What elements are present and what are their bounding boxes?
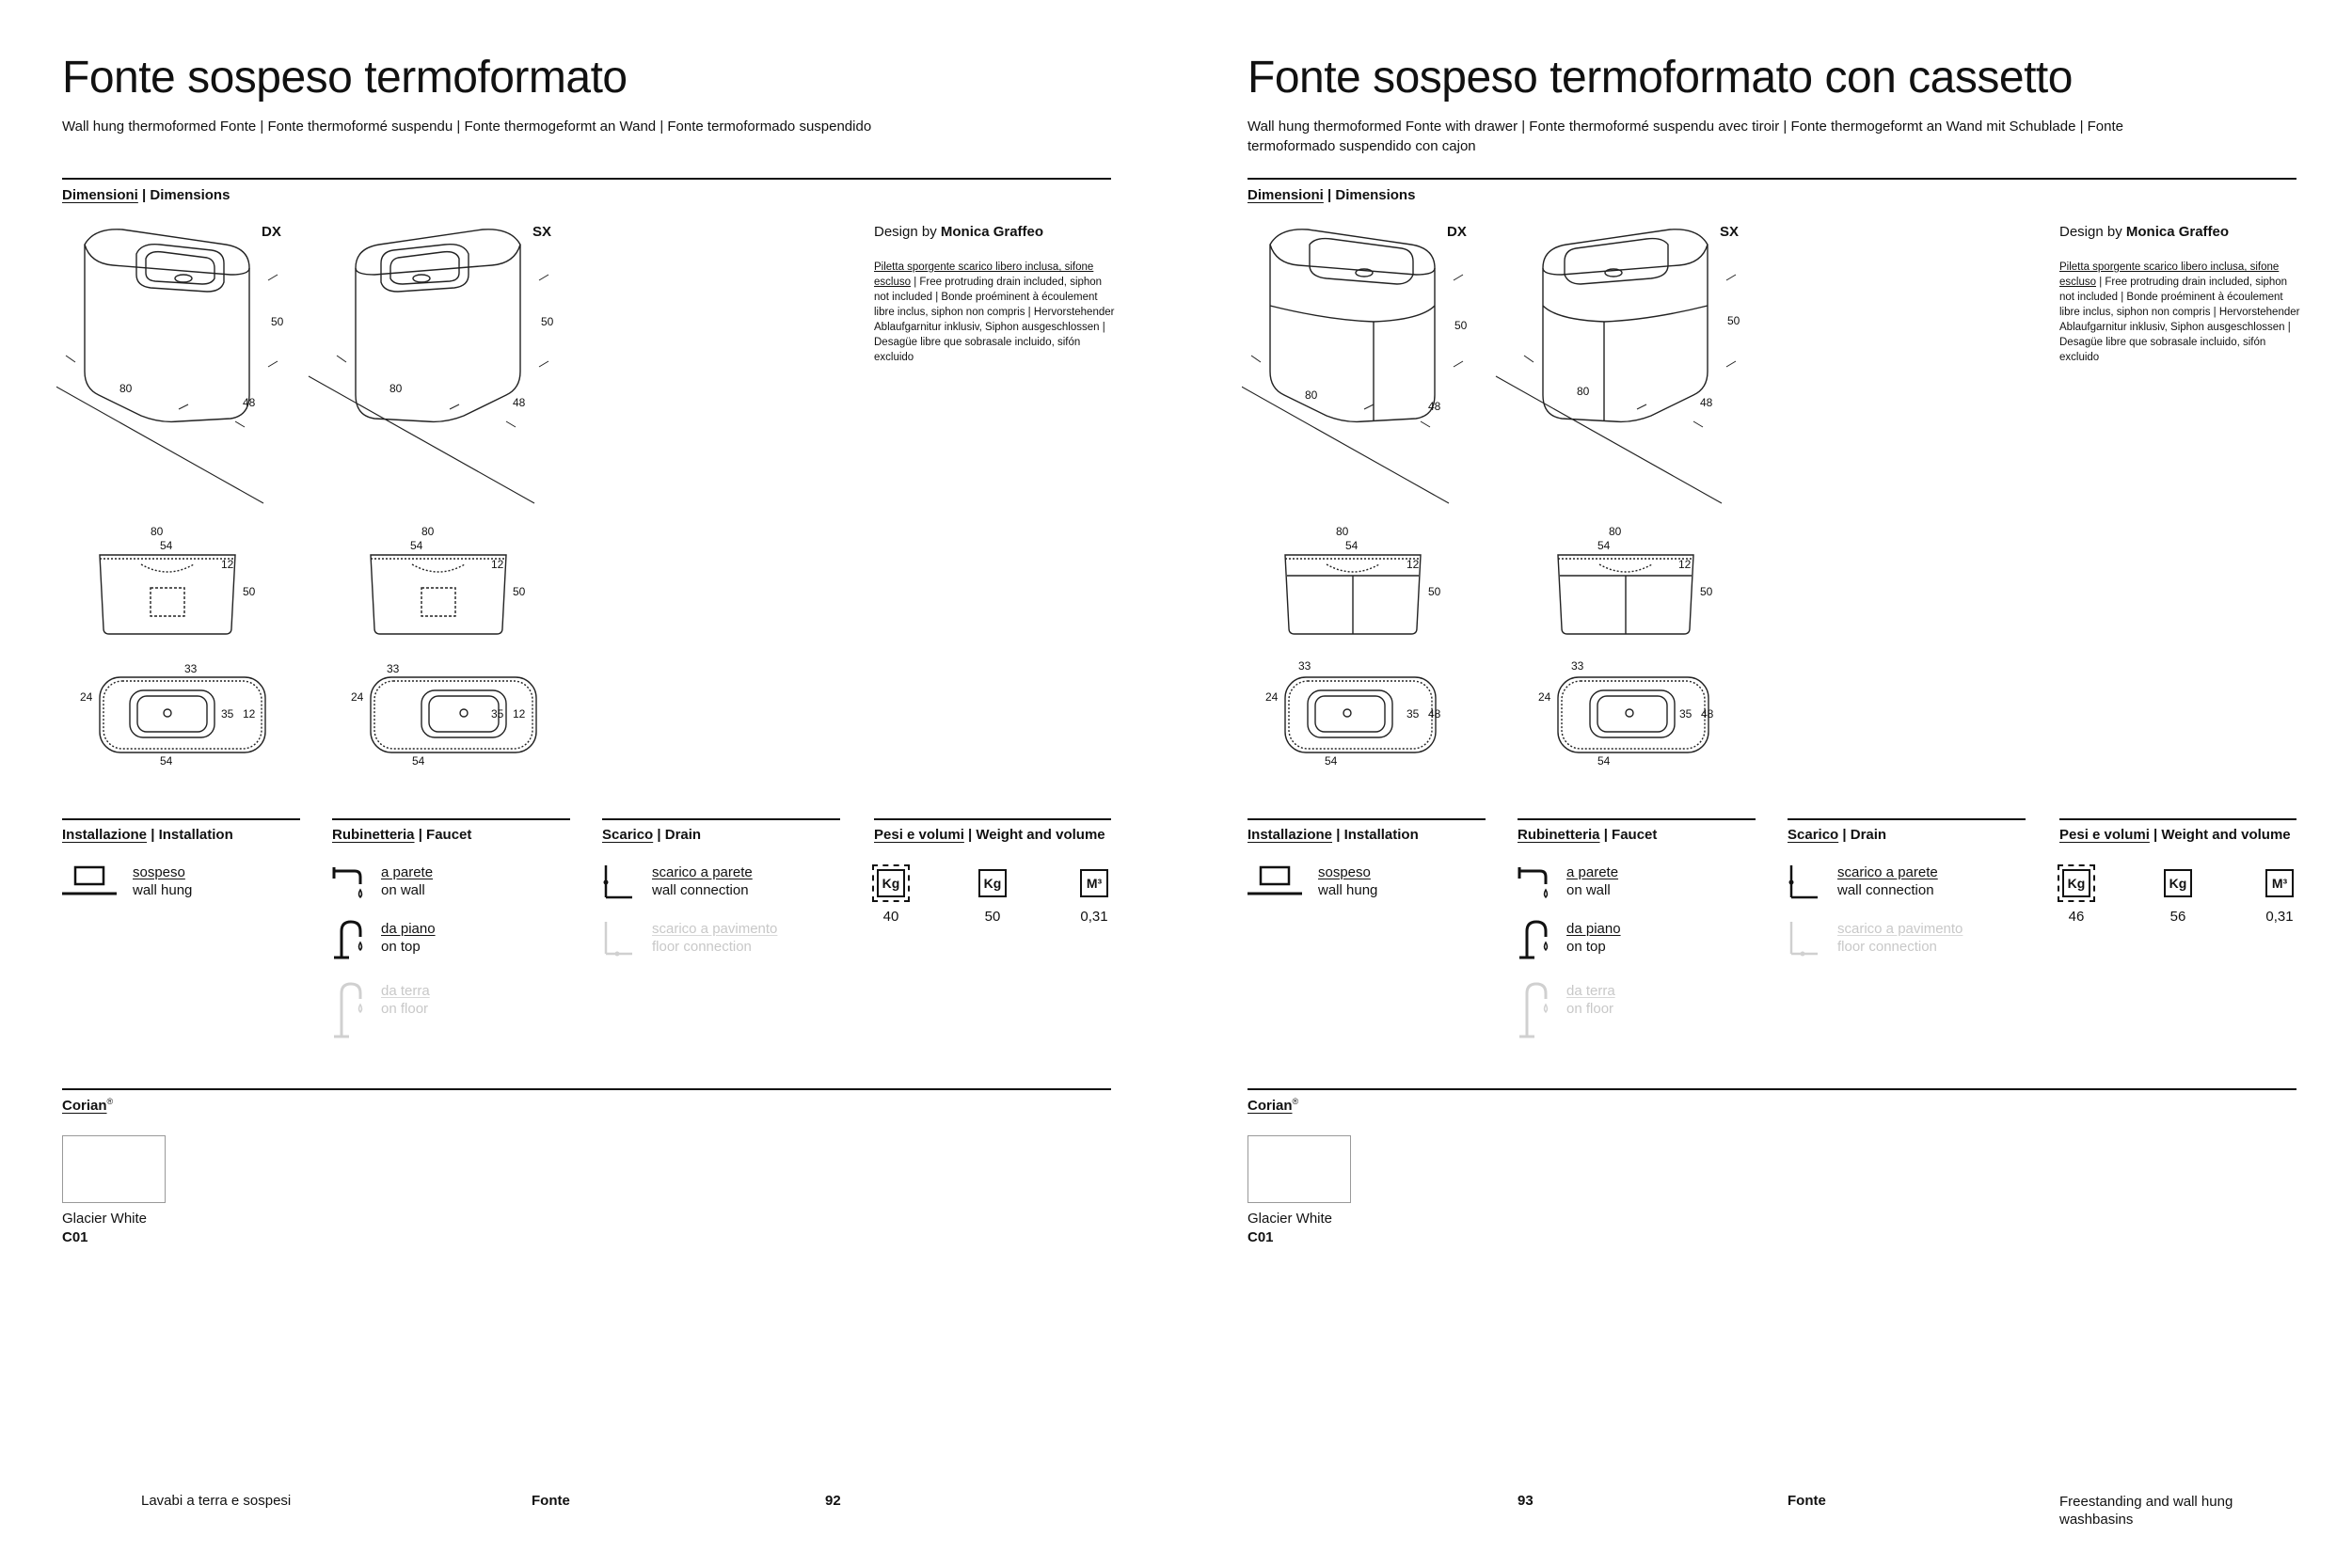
faucet-option-wall (381, 863, 433, 899)
color-name: Glacier White (1248, 1211, 1333, 1227)
drain-option-floor (1837, 920, 1963, 956)
faucet-opt1-en: on wall (1566, 882, 1611, 898)
front-view-dx (1285, 555, 1421, 634)
color-code: C01 (1248, 1229, 1274, 1245)
front-height-dx: 50 (243, 585, 256, 598)
weight-label-en: | Weight and volume (2153, 827, 2291, 843)
page-subtitle: Wall hung thermoformed Fonte | Fonte thermoformé suspendu | Fonte thermogeformt an Wand | Fonte termoformado suspendido (62, 119, 872, 135)
install-opt1-en: wall hung (1318, 882, 1378, 898)
color-name: Glacier White (62, 1211, 148, 1227)
drain-label-en: | Drain (657, 827, 702, 843)
drain-note (874, 260, 1119, 365)
installation-heading (62, 827, 233, 843)
iso-view-sx (1496, 230, 1736, 503)
corian-label: Corian (1248, 1098, 1293, 1114)
designer-name: Monica Graffeo (940, 224, 1044, 240)
divider (1788, 818, 2026, 820)
iso-view-sx (309, 230, 548, 503)
faucet-opt2-en: on top (381, 939, 421, 955)
floor-faucet-icon (332, 980, 370, 1038)
installation-label-en: | Installation (1336, 827, 1419, 843)
install-opt1-en: wall hung (133, 882, 193, 898)
faucet-label-it: Rubinetteria (1518, 827, 1600, 843)
top-d-dx: 12 (243, 707, 256, 721)
right-page (1185, 0, 2352, 1568)
faucet-option-top (381, 920, 436, 956)
top-c-dx: 35 (221, 707, 234, 721)
front-width-sx: 80 (421, 525, 435, 538)
faucet-opt2-it: da piano (1566, 921, 1621, 937)
floor-drain-icon (602, 920, 640, 958)
dim-height-sx: 50 (1727, 314, 1740, 327)
weight-label-en: | Weight and volume (968, 827, 1105, 843)
top-c-sx: 35 (1679, 707, 1692, 721)
color-code: C01 (62, 1229, 88, 1245)
page-number: 92 (825, 1493, 841, 1509)
front-inner-sx: 54 (1597, 539, 1611, 552)
top-e-dx: 54 (1325, 754, 1338, 768)
divider (874, 818, 1111, 820)
corian-reg: ® (1292, 1097, 1299, 1106)
front-view-dx (100, 555, 235, 634)
divider (62, 818, 300, 820)
drain-label-it: Scarico (602, 827, 654, 843)
drain-opt2-it: scarico a pavimento (1837, 921, 1963, 937)
net-weight-value: 46 (2068, 909, 2085, 925)
drain-opt1-it: scarico a parete (1837, 864, 1938, 880)
divider (1248, 178, 2296, 180)
drain-note-translations: | Free protruding drain included, siphon not included | Bonde proéminent à écoulement libre inclus, siphon non compris | Hervorstehender Ablaufgarnitur inklusiv, Siphon ausgeschlossen | Desagüe libre que sobrasale incluido, sifón excluido (874, 277, 1115, 363)
wall-hung-icon (62, 865, 119, 897)
drain-heading (1788, 827, 1886, 843)
installation-heading (1248, 827, 1419, 843)
color-swatch-glacier-white[interactable] (1248, 1135, 1351, 1203)
front-top-dx: 12 (221, 558, 234, 571)
dim-width-sx: 80 (389, 382, 403, 395)
dim-depth-dx: 48 (1428, 400, 1441, 413)
dimensions-heading (62, 187, 230, 203)
faucet-option-wall (1566, 863, 1618, 899)
corian-label: Corian (62, 1098, 107, 1114)
top-view-dx (100, 677, 265, 752)
divider (2059, 818, 2296, 820)
dim-height-dx: 50 (1454, 319, 1468, 332)
divider (1518, 818, 1756, 820)
wall-faucet-icon (332, 863, 370, 901)
top-c-sx: 35 (491, 707, 504, 721)
drain-note (2059, 260, 2304, 365)
floor-drain-icon (1788, 920, 1825, 958)
weight-heading (874, 827, 1105, 843)
dimensions-label-en: | Dimensions (1327, 187, 1416, 203)
dim-depth-dx: 48 (243, 396, 256, 409)
design-prefix: Design by (2059, 224, 2122, 240)
corian-heading (62, 1097, 113, 1114)
net-weight-icon: Kg (2062, 869, 2090, 897)
volume-value: 0,31 (1080, 909, 1108, 925)
technical-drawings (1242, 216, 1769, 781)
weight-heading (2059, 827, 2291, 843)
drain-opt2-en: floor connection (652, 939, 752, 955)
dim-height-sx: 50 (541, 315, 554, 328)
page-number: 93 (1518, 1493, 1534, 1509)
dimensions-label-it: Dimensioni (1248, 187, 1324, 203)
top-faucet-icon (332, 918, 370, 959)
dim-depth-sx: 48 (1700, 396, 1713, 409)
top-e-dx: 54 (160, 754, 173, 768)
front-height-sx: 50 (513, 585, 526, 598)
wall-hung-icon (1248, 865, 1304, 897)
install-option-wall-hung (1318, 863, 1377, 899)
corian-heading (1248, 1097, 1298, 1114)
faucet-opt1-en: on wall (381, 882, 425, 898)
sx-label: SX (1720, 224, 1740, 240)
front-inner-sx: 54 (410, 539, 423, 552)
divider (602, 818, 840, 820)
design-prefix: Design by (874, 224, 937, 240)
gross-weight-icon: Kg (2164, 869, 2192, 897)
footer-product: Fonte (1788, 1493, 1826, 1509)
iso-view-dx (56, 230, 278, 503)
wall-drain-icon (602, 863, 640, 901)
weight-label-it: Pesi e volumi (2059, 827, 2150, 843)
drain-note-translations: | Free protruding drain included, siphon not included | Bonde proéminent à écoulement libre inclus, siphon non compris | Hervorstehender Ablaufgarnitur inklusiv, Siphon ausgeschlossen | Desagüe libre que sobrasale incluido, sifón excluido (2059, 277, 2300, 363)
top-c-dx: 35 (1406, 707, 1420, 721)
faucet-opt1-it: a parete (1566, 864, 1619, 880)
front-inner-dx: 54 (160, 539, 173, 552)
wall-faucet-icon (1518, 863, 1555, 901)
floor-faucet-icon (1518, 980, 1555, 1038)
dimensions-label-en: | Dimensions (142, 187, 230, 203)
page-subtitle: Wall hung thermoformed Fonte with drawer | Fonte thermoformé suspendu avec tiroir | Fonte thermogeformt an Wand mit Schublade | Fonte termoformado suspendido con cajon (1248, 119, 2124, 154)
top-d-sx: 12 (513, 707, 526, 721)
dimensions-label-it: Dimensioni (62, 187, 138, 203)
faucet-opt2-en: on top (1566, 939, 1606, 955)
footer-section: Lavabi a terra e sospesi (141, 1493, 292, 1509)
drain-opt2-it: scarico a pavimento (652, 921, 778, 937)
install-opt1-it: sospeso (1318, 864, 1371, 880)
top-view-sx (371, 677, 536, 752)
installation-label-it: Installazione (62, 827, 148, 843)
front-height-dx: 50 (1428, 585, 1441, 598)
drain-option-wall (652, 863, 753, 899)
front-view-sx (1558, 555, 1693, 634)
front-width-sx: 80 (1609, 525, 1622, 538)
dim-height-dx: 50 (271, 315, 284, 328)
wall-drain-icon (1788, 863, 1825, 901)
top-a-dx: 33 (184, 662, 198, 675)
front-width-dx: 80 (1336, 525, 1349, 538)
front-top-sx: 12 (491, 558, 504, 571)
drain-label-en: | Drain (1842, 827, 1887, 843)
top-b-sx: 24 (1538, 690, 1551, 704)
page-title: Fonte sospeso termoformato (62, 53, 628, 103)
designer-credit (874, 224, 1043, 240)
footer-product: Fonte (532, 1493, 570, 1509)
dim-depth-sx: 48 (513, 396, 526, 409)
top-faucet-icon (1518, 918, 1555, 959)
dx-label: DX (262, 224, 281, 240)
dim-width-dx: 80 (1305, 388, 1318, 402)
faucet-opt3-en: on floor (381, 1001, 429, 1017)
installation-label-it: Installazione (1248, 827, 1333, 843)
divider (62, 178, 1111, 180)
weight-label-it: Pesi e volumi (874, 827, 964, 843)
top-b-sx: 24 (351, 690, 364, 704)
top-d-dx: 48 (1428, 707, 1441, 721)
installation-label-en: | Installation (151, 827, 233, 843)
front-width-dx: 80 (151, 525, 164, 538)
drain-note-it: Piletta sporgente scarico libero inclusa, sifone escluso (2059, 261, 2280, 288)
install-opt1-it: sospeso (133, 864, 185, 880)
faucet-heading (332, 827, 471, 843)
gross-weight-value: 50 (984, 909, 1001, 925)
net-weight-value: 40 (882, 909, 899, 925)
iso-view-dx (1242, 230, 1463, 503)
install-option-wall-hung (133, 863, 192, 899)
front-inner-dx: 54 (1345, 539, 1359, 552)
faucet-opt1-it: a parete (381, 864, 434, 880)
sx-label: SX (532, 224, 552, 240)
technical-drawings (56, 216, 583, 781)
faucet-option-floor (1566, 982, 1615, 1018)
divider (1248, 1088, 2296, 1090)
volume-value: 0,31 (2265, 909, 2294, 925)
faucet-label-it: Rubinetteria (332, 827, 415, 843)
top-e-sx: 54 (412, 754, 425, 768)
divider (62, 1088, 1111, 1090)
front-height-sx: 50 (1700, 585, 1713, 598)
drain-note-it: Piletta sporgente scarico libero inclusa, sifone escluso (874, 261, 1094, 288)
top-a-sx: 33 (1571, 659, 1584, 673)
front-view-sx (371, 555, 506, 634)
volume-icon: M³ (1080, 869, 1108, 897)
gross-weight-value: 56 (2169, 909, 2186, 925)
faucet-label-en: | Faucet (1603, 827, 1658, 843)
divider (332, 818, 570, 820)
faucet-opt3-it: da terra (381, 983, 430, 999)
net-weight-icon: Kg (877, 869, 905, 897)
front-top-sx: 12 (1678, 558, 1692, 571)
drain-option-wall (1837, 863, 1938, 899)
drain-heading (602, 827, 701, 843)
drain-label-it: Scarico (1788, 827, 1839, 843)
dim-width-sx: 80 (1577, 385, 1590, 398)
top-e-sx: 54 (1597, 754, 1611, 768)
top-b-dx: 24 (80, 690, 93, 704)
top-a-sx: 33 (387, 662, 400, 675)
divider (1248, 818, 1486, 820)
drain-opt1-en: wall connection (1837, 882, 1934, 898)
faucet-opt2-it: da piano (381, 921, 436, 937)
faucet-opt3-en: on floor (1566, 1001, 1614, 1017)
front-top-dx: 12 (1406, 558, 1420, 571)
gross-weight-icon: Kg (978, 869, 1007, 897)
top-b-dx: 24 (1265, 690, 1279, 704)
page-title: Fonte sospeso termoformato con cassetto (1248, 53, 2073, 103)
faucet-label-en: | Faucet (418, 827, 472, 843)
dim-width-dx: 80 (119, 382, 133, 395)
faucet-opt3-it: da terra (1566, 983, 1615, 999)
designer-credit (2059, 224, 2229, 240)
faucet-option-top (1566, 920, 1621, 956)
drain-opt2-en: floor connection (1837, 939, 1937, 955)
footer-section: Freestanding and wall hung washbasins (2059, 1494, 2233, 1528)
faucet-option-floor (381, 982, 430, 1018)
volume-icon: M³ (2265, 869, 2294, 897)
faucet-heading (1518, 827, 1657, 843)
drain-opt1-en: wall connection (652, 882, 749, 898)
dimensions-heading (1248, 187, 1415, 203)
top-a-dx: 33 (1298, 659, 1311, 673)
drain-option-floor (652, 920, 777, 956)
drain-opt1-it: scarico a parete (652, 864, 753, 880)
designer-name: Monica Graffeo (2125, 224, 2230, 240)
corian-reg: ® (106, 1097, 114, 1106)
dx-label: DX (1447, 224, 1467, 240)
color-swatch-glacier-white[interactable] (62, 1135, 166, 1203)
top-d-sx: 48 (1701, 707, 1714, 721)
